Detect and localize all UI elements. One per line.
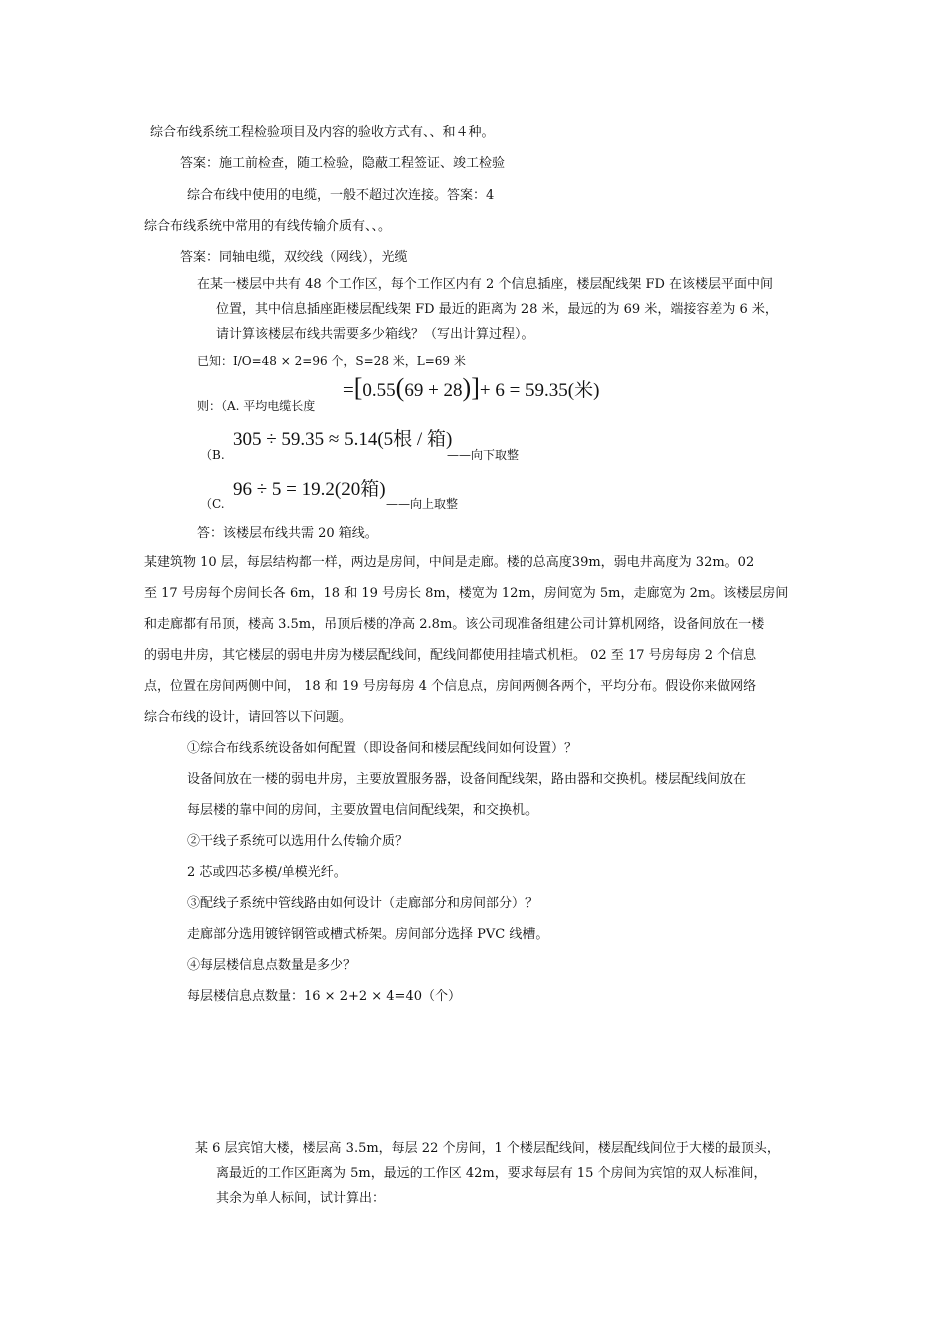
q4-answer: 答：该楼层布线共需 20 箱线。 [197, 526, 378, 541]
q5-sub1-question: ①综合布线系统设备如何配置（即设备间和楼层配线间如何设置）？ [187, 741, 578, 756]
q5-sub3-question: ③配线子系统中管线路由如何设计（走廊部分和房间部分）？ [187, 896, 539, 911]
q4-step-b-note: ——向下取整 [447, 448, 520, 462]
eq-close-bracket: ] [471, 373, 480, 402]
q5-sub2-question: ②干线子系统可以选用什么传输介质？ [187, 834, 409, 849]
eq-open-paren: ( [395, 373, 405, 402]
q4-step-c-equation: 96 ÷ 5 = 19.2(20箱) [233, 479, 386, 500]
q2-question: 综合布线中使用的电缆，一般不超过次连接。答案：4 [187, 188, 495, 203]
q5-line-2: 至 17 号房每个房间长各 6m，18 和 19 号房长 8m，楼宽为 12m，房间宽为 5m，走廊宽为 2m。该楼层房间 [144, 586, 789, 601]
q5-sub4-answer: 每层楼信息点数量：16 × 2+2 × 4=40（个） [187, 989, 461, 1004]
q4-step-c-note: ——向上取整 [386, 497, 459, 511]
q5-sub1-answer-1: 设备间放在一楼的弱电井房，主要放置服务器，设备间配线架，路由器和交换机。楼层配线间放在 [187, 772, 747, 787]
q4-known: 已知：I/O=48 × 2=96 个，S=28 米，L=69 米 [197, 354, 466, 368]
q5-sub2-answer: 2 芯或四芯多模/单模光纤。 [187, 865, 347, 880]
q5-line-5: 点，位置在房间两侧中间， 18 和 19 号房每房 4 个信息点，房间两侧各两个，平均分布。假设你来做网络 [144, 679, 757, 694]
q3-answer: 答案：同轴电缆，双绞线（网线），光缆 [180, 250, 408, 265]
eq-open-bracket: [ [353, 373, 363, 402]
q4-line-2: 位置，其中信息插座距楼层配线架 FD 最近的距离为 28 米，最远的为 69 米，端接容差为 6 米， [216, 302, 778, 317]
q5-sub1-answer-2: 每层楼的靠中间的房间，主要放置电信间配线架，和交换机。 [187, 803, 539, 818]
eq-result: + 6 = 59.35(米) [479, 380, 600, 401]
q1-answer: 答案：施工前检查，随工检验，隐蔽工程签证、竣工检验 [180, 156, 506, 171]
q5-sub4-question: ④每层楼信息点数量是多少？ [187, 958, 357, 973]
q6-line-2: 离最近的工作区距离为 5m，最远的工作区 42m，要求每层有 15 个房间为宾馆的双人标准间， [216, 1166, 767, 1181]
q4-step-a-label: 则：（A. 平均电缆长度 [197, 399, 316, 413]
q4-step-a-equation [343, 373, 600, 403]
q3-question: 综合布线系统中常用的有线传输介质有、、。 [144, 219, 392, 234]
eq-coefficient: 0.55 [362, 380, 396, 401]
q4-step-b-equation: 305 ÷ 59.35 ≈ 5.14(5根 / 箱) [233, 429, 453, 450]
q5-line-3: 和走廊都有吊顶，楼高 3.5m，吊顶后楼的净高 2.8m。该公司现准备组建公司计算机网络，设备间放在一楼 [144, 617, 765, 632]
eq-sum: 69 + 28 [404, 380, 463, 401]
q6-line-3: 其余为单人标间，试计算出： [216, 1191, 386, 1206]
q6-line-1: 某 6 层宾馆大楼，楼层高 3.5m，每层 22 个房间，1 个楼层配线间，楼层配线间位于大楼的最顶头， [195, 1141, 780, 1156]
eq-close-paren: ) [462, 373, 472, 402]
q4-line-1: 在某一楼层中共有 48 个工作区，每个工作区内有 2 个信息插座，楼层配线架 FD 在该楼层平面中间 [197, 277, 774, 292]
q5-line-1: 某建筑物 10 层，每层结构都一样，两边是房间，中间是走廊。楼的总高度39m，弱电井高度为 32m。02 [144, 555, 755, 570]
q4-step-c-label: （C. [200, 497, 225, 511]
q5-line-6: 综合布线的设计，请回答以下问题。 [144, 710, 353, 725]
q5-line-4: 的弱电井房，其它楼层的弱电井房为楼层配线间，配线间都使用挂墙式机柜。 02 至 17 号房每房 2 个信息 [144, 648, 757, 663]
eq-equals: = [343, 380, 354, 401]
q1-question: 综合布线系统工程检验项目及内容的验收方式有、、和４种。 [150, 125, 495, 140]
q4-step-b-label: （B. [200, 448, 225, 462]
q5-sub3-answer: 走廊部分选用镀锌钢管或槽式桥架。房间部分选择 PVC 线槽。 [187, 927, 549, 942]
q4-line-3: 请计算该楼层布线共需要多少箱线？（写出计算过程）。 [216, 327, 535, 342]
